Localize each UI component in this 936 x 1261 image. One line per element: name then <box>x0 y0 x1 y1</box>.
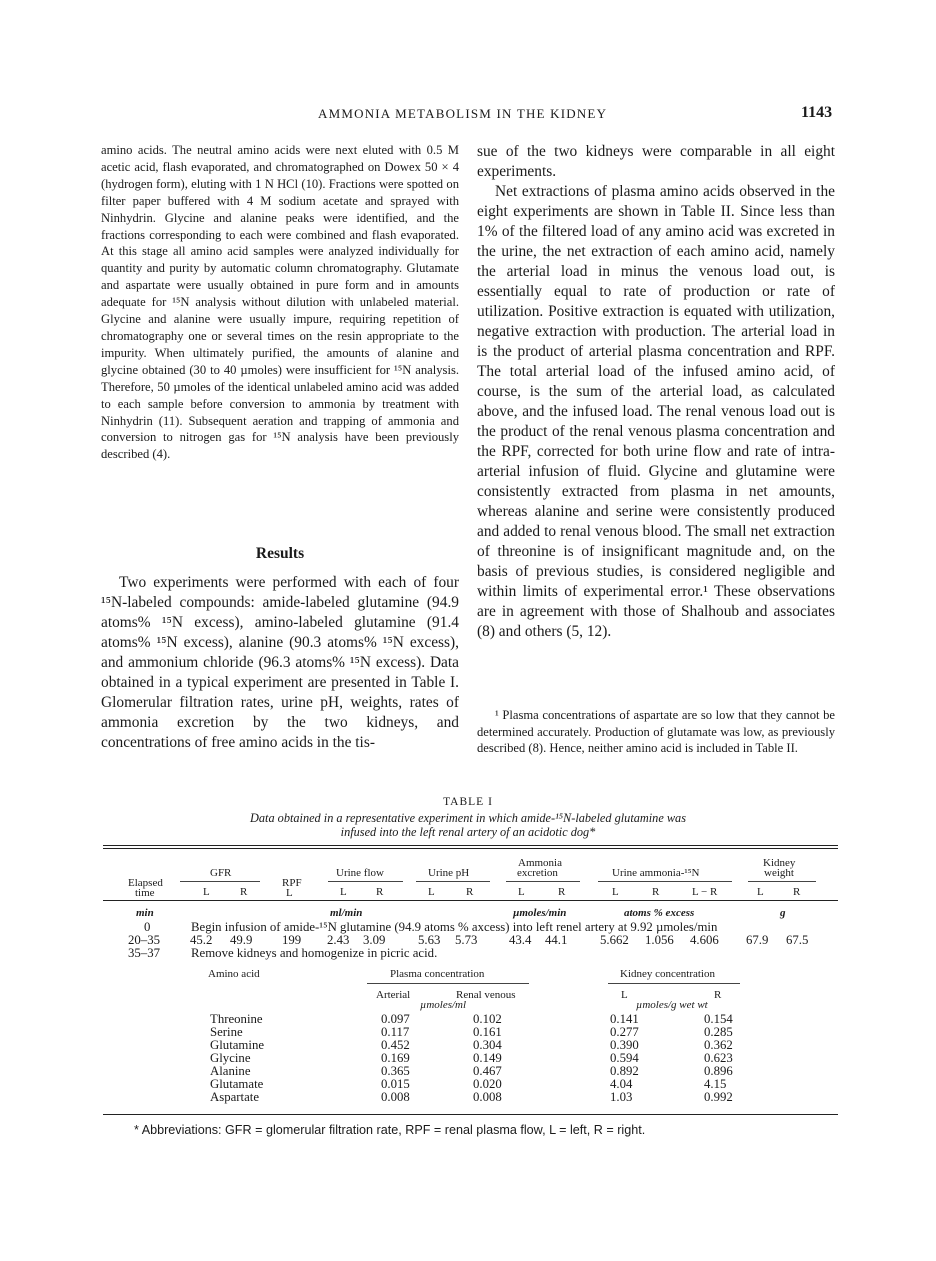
unit-min: min <box>136 907 154 919</box>
urine-ammonia-lr: L − R <box>692 886 718 898</box>
right-paragraph-1: sue of the two kidneys were comparable in all eight experiments. <box>477 143 835 180</box>
amino-arterial: 0.117 <box>381 1025 410 1039</box>
sub-header-renal-venous: Renal venous <box>456 989 516 1001</box>
amino-venous: 0.161 <box>473 1025 502 1039</box>
table-bottom-rule <box>103 1114 838 1115</box>
methods-paragraph: amino acids. The neutral amino acids were next eluted with 0.5 M acetic acid, flash evaporated, and chromatographed on Dowex 50 × 4 (hydrogen form), eluting with 1 N HCl (10). Fractions were spotted on filter paper buffered with 4 M sodium acetate and sprayed with Ninhydrin. Glycine and alanine peaks were identified, and the fractions corresponding to each were combined and flash evaporated. At this stage all amino acid samples were analyzed individually for quantity and purity by automatic column chromatography. Glutamate and aspartate were usually obtained in pure form and in amounts adequate for ¹⁵N analysis without dilution with unlabeled material. Glycine and alanine were usually impure, requiring repetition of chromatography one or several times on the resin appropriate to the impurity. When ultimately purified, the amounts of alanine and glycine obtained (30 to 40 µmoles) were insufficient for ¹⁵N analysis. Therefore, 50 µmoles of the identical unlabeled amino acid was added to each sample before conversion to ammonia by treatment with Ninhydrin (11). Subsequent aeration and trapping of ammonia and conversion to nitrogen gas for ¹⁵N analysis have been previously described (4). <box>101 143 459 462</box>
table-footnote: * Abbreviations: GFR = glomerular filtration rate, RPF = renal plasma flow, L = left, R = right. <box>134 1123 646 1137</box>
amino-name: Glycine <box>210 1051 251 1065</box>
amino-name: Alanine <box>210 1064 251 1078</box>
amino-kidney-r: 0.896 <box>704 1064 733 1078</box>
urine-flow-r: R <box>376 886 384 898</box>
kidney-underline <box>748 881 816 882</box>
header-gfr: GFR <box>210 867 232 879</box>
urine-ammonia-underline <box>598 881 732 882</box>
amino-venous: 0.149 <box>473 1051 502 1065</box>
row1-am-r: 44.1 <box>545 933 568 947</box>
row1-ua-l: 5.662 <box>600 933 629 947</box>
amino-name: Glutamate <box>210 1077 264 1091</box>
urine-ph-underline <box>416 881 490 882</box>
header-urine-ph: Urine pH <box>428 867 470 879</box>
page-footnote <box>477 707 835 757</box>
row1-ua-lr: 4.606 <box>690 933 719 947</box>
urine-flow-underline <box>328 881 403 882</box>
gfr-underline <box>180 881 260 882</box>
table-caption-line-1: Data obtained in a representative experiment in which amide-¹⁵N-labeled glutamine was <box>250 811 686 825</box>
amino-name: Glutamine <box>210 1038 265 1052</box>
amino-kidney-l: 0.892 <box>610 1064 639 1078</box>
header-excretion: excretion <box>517 867 558 879</box>
amino-kidney-l: 4.04 <box>610 1077 633 1091</box>
amino-kidney-r: 0.992 <box>704 1090 733 1104</box>
gfr-r: R <box>240 886 248 898</box>
table-caption-line-2: infused into the left renal artery of an acidotic dog* <box>340 825 596 839</box>
header-urine-ammonia: Urine ammonia-¹⁵N <box>612 867 700 879</box>
header-rpf: RPF <box>282 877 302 889</box>
amino-arterial: 0.365 <box>381 1064 410 1078</box>
kidney-conc-underline <box>608 983 740 984</box>
header-time: time <box>135 887 155 899</box>
row1-uf-r: 3.09 <box>363 933 386 947</box>
amino-kidney-l: 0.390 <box>610 1038 639 1052</box>
row1-uf-l: 2.43 <box>327 933 350 947</box>
row1-am-l: 43.4 <box>509 933 532 947</box>
amino-kidney-r: 4.15 <box>704 1077 727 1091</box>
amino-kidney-r: 0.362 <box>704 1038 733 1052</box>
right-paragraph-2: Net extractions of plasma amino acids observed in the eight experiments are shown in Table II. Since less than 1% of the filtered load of any amino acid was excreted in the urine, the net extraction of each amino acid, namely the arterial load in minus the venous load out, is essentially equal to rate of production or rate of utilization. Positive extraction is equated with utilization, negative extraction with production. The arterial load in is the product of arterial plasma concentration and RPF. The total arterial load of the infused amino acid, of course, is the sum of the arterial load, as calculated above, and the infused load. The renal venous load out is the product of the renal venous plasma concentration and the RPF, corrected for both urine flow and rate of intra-arterial infusion of fluid. Glycine and glutamine were consistently extracted from plasma in net amounts, whereas alanine and serine were consistently produced and added to renal venous blood. The small net extraction of threonine is of insignificant magnitude and, on the basis of previous studies, is considered negligible and within limits of experimental error.¹ These observations are in agreement with those of Shalhoub and associates (8) and others (5, 12). <box>477 183 835 640</box>
header-urine-flow: Urine flow <box>336 867 384 879</box>
amino-venous: 0.467 <box>473 1064 502 1078</box>
row1-kw-r: 67.5 <box>786 933 809 947</box>
urine-ammonia-r: R <box>652 886 660 898</box>
header-weight: weight <box>764 867 794 879</box>
row1-time: 20–35 <box>128 933 160 947</box>
running-header-title: AMMONIA METABOLISM IN THE KIDNEY <box>318 106 608 121</box>
rpf-l: L <box>286 887 293 899</box>
amino-venous: 0.304 <box>473 1038 502 1052</box>
row1-gfr-l: 45.2 <box>190 933 213 947</box>
table-top-rule <box>103 845 838 846</box>
right-column-text <box>477 142 835 642</box>
unit-umol-min: µmoles/min <box>513 907 567 919</box>
row1-ph-r: 5.73 <box>455 933 478 947</box>
ammonia-underline <box>506 881 580 882</box>
urine-ph-l: L <box>428 886 435 898</box>
unit-ml-min: ml/min <box>330 907 363 919</box>
unit-g: g <box>780 907 786 919</box>
results-paragraph: Two experiments were performed with each of four ¹⁵N-labeled compounds: amide-labeled glutamine (94.9 atoms% ¹⁵N excess), amino-labeled glutamine (91.4 atoms% ¹⁵N excess), alanine (90.3 atoms% ¹⁵N excess), and ammonium chloride (96.3 atoms% ¹⁵N excess). Data obtained in a typical experiment are presented in Table I. Glomerular filtration rates, urine pH, weights, rates of ammonia excretion by the two kidneys, and concentrations of free amino acids in the tis- <box>101 574 459 751</box>
row1-ua-r: 1.056 <box>645 933 674 947</box>
urine-ammonia-l: L <box>612 886 619 898</box>
table-label: TABLE I <box>443 796 493 808</box>
urine-ph-r: R <box>466 886 474 898</box>
unit-atoms: atoms % excess <box>624 907 695 919</box>
sub-header-l: L <box>621 989 628 1001</box>
header-kidney: Kidney <box>763 857 796 869</box>
sub-header-amino-acid: Amino acid <box>208 968 260 980</box>
header-elapsed: Elapsed <box>128 877 163 889</box>
table-caption <box>0 811 936 839</box>
sub-header-r: R <box>714 989 722 1001</box>
amino-kidney-l: 0.594 <box>610 1051 639 1065</box>
ammonia-l: L <box>518 886 525 898</box>
table-top-rule-2 <box>103 848 838 849</box>
sub-header-arterial: Arterial <box>376 989 411 1001</box>
amino-venous: 0.102 <box>473 1012 502 1026</box>
amino-arterial: 0.015 <box>381 1077 410 1091</box>
kidney-r: R <box>793 886 801 898</box>
footnote-text: ¹ Plasma concentrations of aspartate are so low that they cannot be determined accurately. Production of glutamate was low, as previously described (8). Hence, neither amino acid is included in Table II. <box>477 708 835 756</box>
amino-name: Aspartate <box>210 1090 260 1104</box>
page-number: 1143 <box>801 104 833 121</box>
sub-header-plasma: Plasma concentration <box>390 968 485 980</box>
row0-time: 0 <box>144 920 151 934</box>
amino-arterial: 0.097 <box>381 1012 410 1026</box>
amino-venous: 0.020 <box>473 1077 502 1091</box>
amino-kidney-r: 0.285 <box>704 1025 733 1039</box>
amino-name: Serine <box>210 1025 243 1039</box>
amino-kidney-l: 1.03 <box>610 1090 633 1104</box>
gfr-l: L <box>203 886 210 898</box>
left-column-methods <box>101 142 459 463</box>
row1-rpf: 199 <box>282 933 302 947</box>
amino-arterial: 0.169 <box>381 1051 410 1065</box>
row2-text: Remove kidneys and homogenize in picric acid. <box>191 946 438 960</box>
kidney-l: L <box>757 886 764 898</box>
row0-text: Begin infusion of amide-¹⁵N glutamine (94.9 atoms % axcess) into left renel artery at 9.92 µmoles/min <box>191 920 718 934</box>
row1-ph-l: 5.63 <box>418 933 441 947</box>
left-column-results <box>101 573 459 753</box>
header-ammonia: Ammonia <box>518 857 562 869</box>
row2-time: 35–37 <box>128 946 160 960</box>
row1-gfr-r: 49.9 <box>230 933 253 947</box>
amino-kidney-l: 0.277 <box>610 1025 639 1039</box>
amino-kidney-r: 0.154 <box>704 1012 733 1026</box>
amino-arterial: 0.008 <box>381 1090 410 1104</box>
row1-kw-l: 67.9 <box>746 933 769 947</box>
sub-header-kidney: Kidney concentration <box>620 968 715 980</box>
sub-unit-umol-g: µmoles/g wet wt <box>636 999 708 1011</box>
plasma-underline <box>367 983 529 984</box>
urine-flow-l: L <box>340 886 347 898</box>
amino-kidney-r: 0.623 <box>704 1051 733 1065</box>
amino-venous: 0.008 <box>473 1090 502 1104</box>
results-heading: Results <box>255 545 305 562</box>
table-header-rule <box>103 900 838 901</box>
amino-arterial: 0.452 <box>381 1038 410 1052</box>
sub-unit-umol-ml: µmoles/ml <box>420 999 467 1011</box>
amino-name: Threonine <box>210 1012 263 1026</box>
ammonia-r: R <box>558 886 566 898</box>
amino-kidney-l: 0.141 <box>610 1012 639 1026</box>
